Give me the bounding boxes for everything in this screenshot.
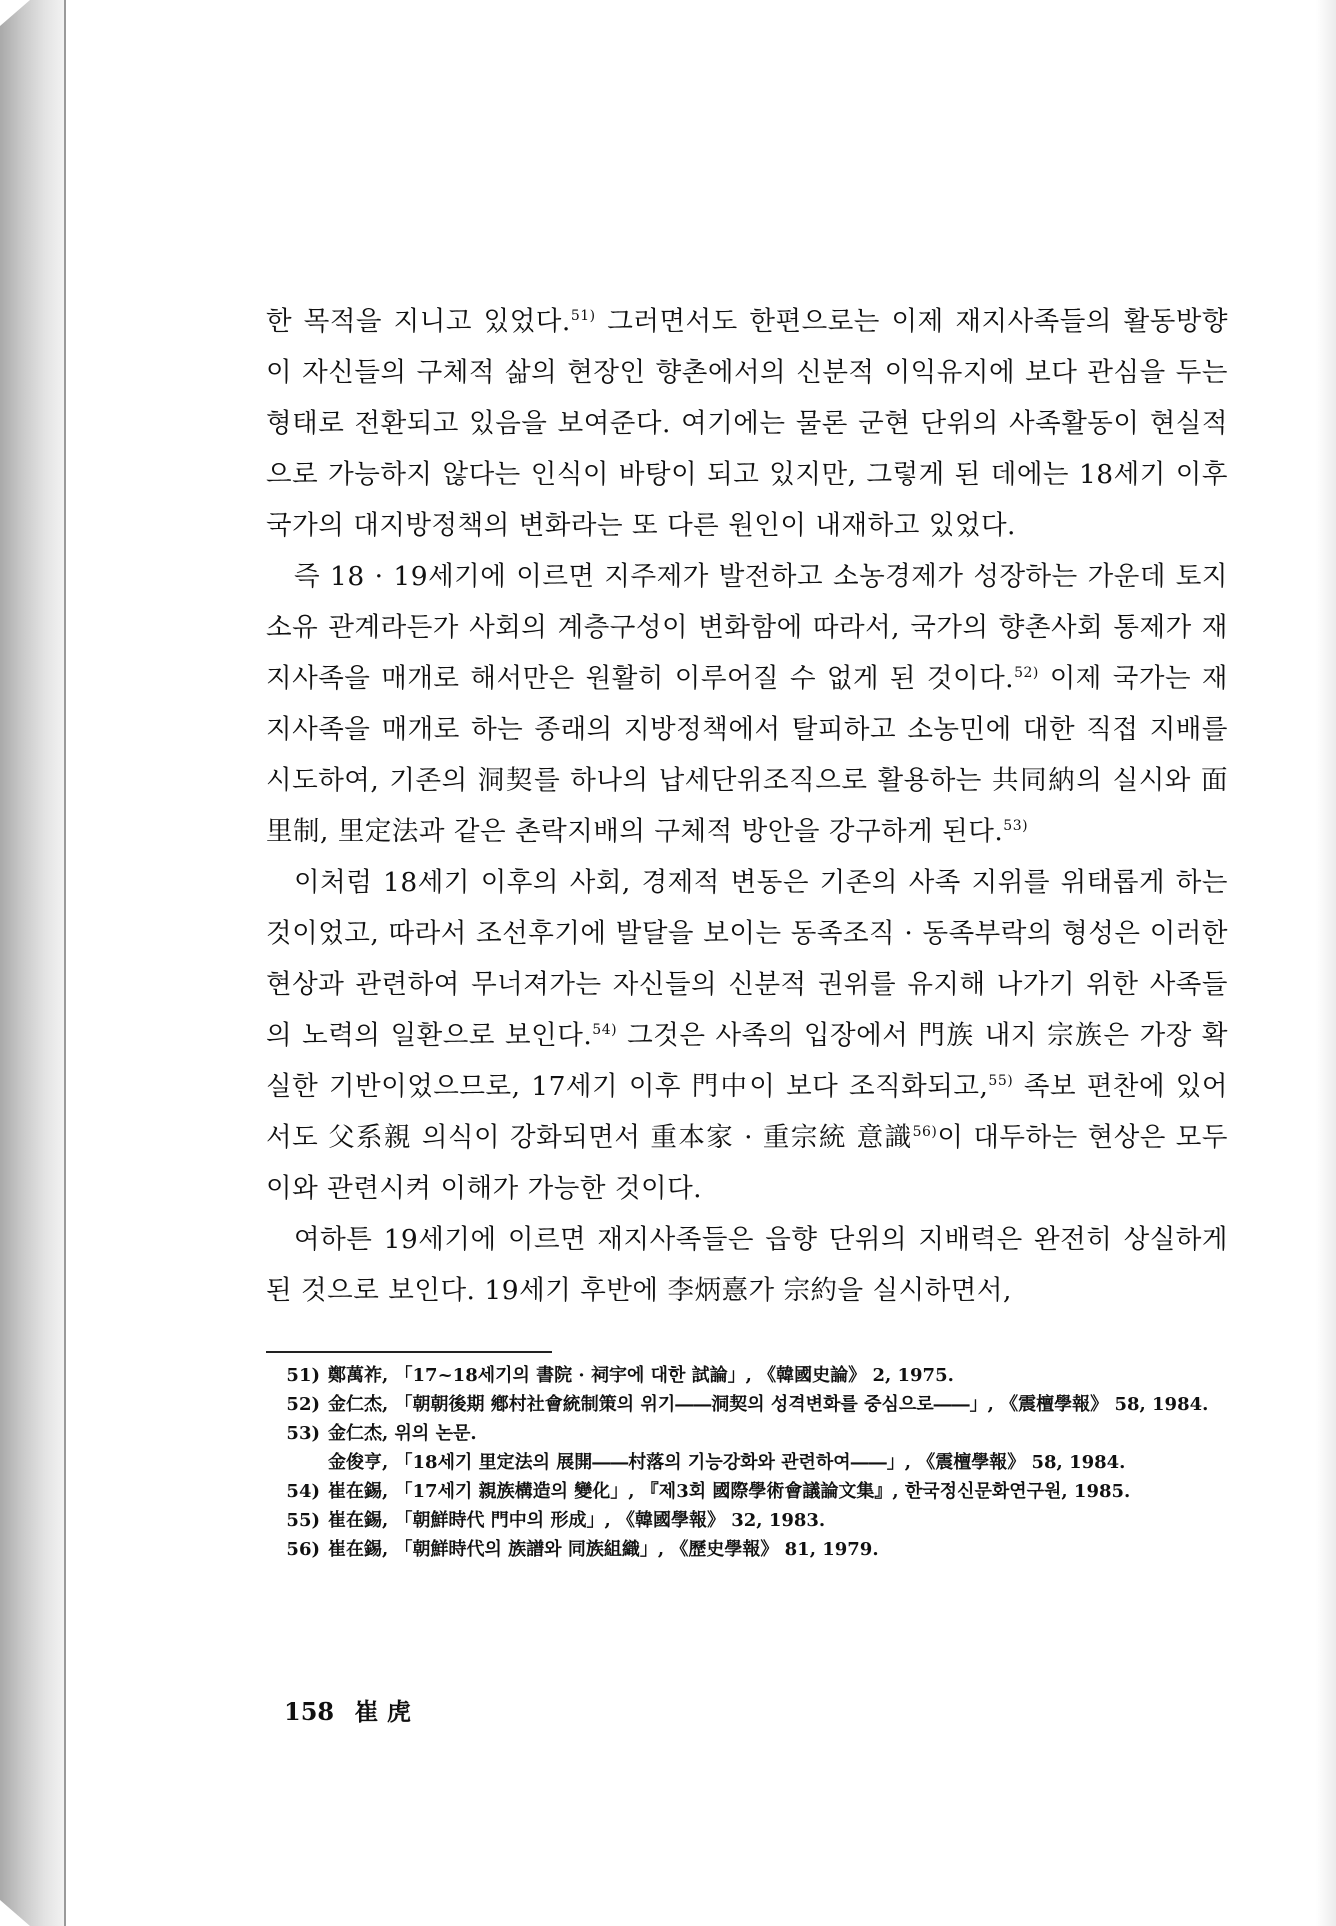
footnote-ref: 53) [1003,818,1029,834]
footnote-text: 崔在錫, 「17세기 親族構造의 變化」, 『제3회 國際學術會議論文集』, 한국정신문화연구원, 1985. [328,1481,1131,1502]
footnote-ref: 54) [592,1022,618,1038]
footnote-text: 金仁杰, 「朝朝後期 鄕村社會統制策의 위기――洞契의 성격변화를 중심으로――」, 《震檀學報》 58, 1984. [328,1394,1209,1415]
footnote [278,1535,1228,1564]
body-text [266,296,1228,1316]
footnote-ref: 55) [988,1073,1014,1089]
text-segment: 이처럼 18세기 이후의 사회, 경제적 변동은 기존의 사족 지위를 위태롭게 하는 것이었고, 따라서 조선후기에 발달을 보이는 동족조직 · 동족부락의 형성은 이러한 현상과 관련하여 무너져가는 자신들의 신분적 권위를 유지해 나가기 위한 사족들의 노력의 일환으로 보인다. [266,867,1228,1051]
page-footer [284,1692,411,1727]
text-segment: 즉 18 · 19세기에 이르면 지주제가 발전하고 소농경제가 성장하는 가운데 토지소유 관계라든가 사회의 계층구성이 변화함에 따라서, 국가의 향촌사회 통제가 재지사족을 매개로 해서만은 원활히 이루어질 수 없게 된 것이다. [266,561,1228,694]
footnote [278,1506,1228,1535]
book-edge [0,0,64,1926]
footnote-number: 55) [286,1510,320,1531]
text-segment: 그러면서도 한편으로는 이제 재지사족들의 활동방향이 자신들의 구체적 삶의 현장인 향촌에서의 신분적 이익유지에 보다 관심을 두는 형태로 전환되고 있음을 보여준다. 여기에는 물론 군현 단위의 사족활동이 현실적으로 가능하지 않다는 인식이 바탕이 되고 있지만, 그렇게 된 데에는 18세기 이후 국가의 대지방정책의 변화라는 또 다른 원인이 내재하고 있었다. [266,306,1229,541]
footnote-number: 51) [286,1365,320,1386]
text-segment: 여하튼 19세기에 이르면 재지사족들은 읍향 단위의 지배력은 완전히 상실하게 된 것으로 보인다. 19세기 후반에 李炳憙가 宗約을 실시하면서, [266,1224,1228,1306]
text-segment: 한 목적을 지니고 있었다. [266,306,571,337]
footnote-number: 56) [286,1539,320,1560]
footnote-ref: 56) [912,1124,938,1140]
footnote [278,1448,1228,1477]
footnotes [278,1361,1228,1564]
footnote [278,1390,1228,1419]
footnote-text: 崔在錫, 「朝鮮時代의 族譜와 同族組織」, 《歷史學報》 81, 1979. [328,1539,879,1560]
running-author: 崔 虎 [354,1697,411,1726]
footnote [278,1477,1228,1506]
text-segment: 이제 국가는 재지사족을 매개로 하는 종래의 지방정책에서 탈피하고 소농민에 대한 직접 지배를 시도하여, 기존의 洞契를 하나의 납세단위조직으로 활용하는 共同納의 실시와 面里制, 里定法과 같은 촌락지배의 구체적 방안을 강구하게 된다. [266,663,1228,847]
text-segment: 그것은 사족의 입장에서 門族 내지 宗族은 가장 확실한 기반이었으므로, 17세기 이후 門中이 보다 조직화되고, [266,1020,1228,1102]
text-segment: 이 대두하는 현상은 모두 이와 관련시켜 이해가 가능한 것이다. [266,1122,1228,1204]
footnote [278,1419,1228,1448]
footnote-text: 金仁杰, 위의 논문. [328,1423,477,1444]
footnote [278,1361,1228,1390]
page-number: 158 [284,1697,335,1726]
footnote-number: 54) [286,1481,320,1502]
body-paragraph [266,551,1228,857]
footnote-ref: 51) [570,308,596,324]
footnote-rule [266,1351,552,1353]
footnote-number: 53) [286,1423,320,1444]
footnote-text: 崔在錫, 「朝鮮時代 門中의 形成」, 《韓國學報》 32, 1983. [328,1510,826,1531]
footnote-number [278,1448,328,1477]
body-paragraph [266,296,1228,551]
footnote-text: 鄭萬祚, 「17~18세기의 書院 · 祠宇에 대한 試論」, 《韓國史論》 2, 1975. [328,1365,954,1386]
body-paragraph [266,857,1228,1214]
footnote-text: 金俊亨, 「18세기 里定法의 展開――村落의 기능강화와 관련하여――」, 《震檀學報》 58, 1984. [328,1452,1126,1473]
footnote-number: 52) [286,1394,320,1415]
document-page [66,0,1336,1926]
text-segment: 족보 편찬에 있어서도 父系親 의식이 강화되면서 重本家 · 重宗統 意識 [266,1071,1228,1153]
footnote-ref: 52) [1014,665,1039,681]
body-paragraph [266,1214,1228,1316]
